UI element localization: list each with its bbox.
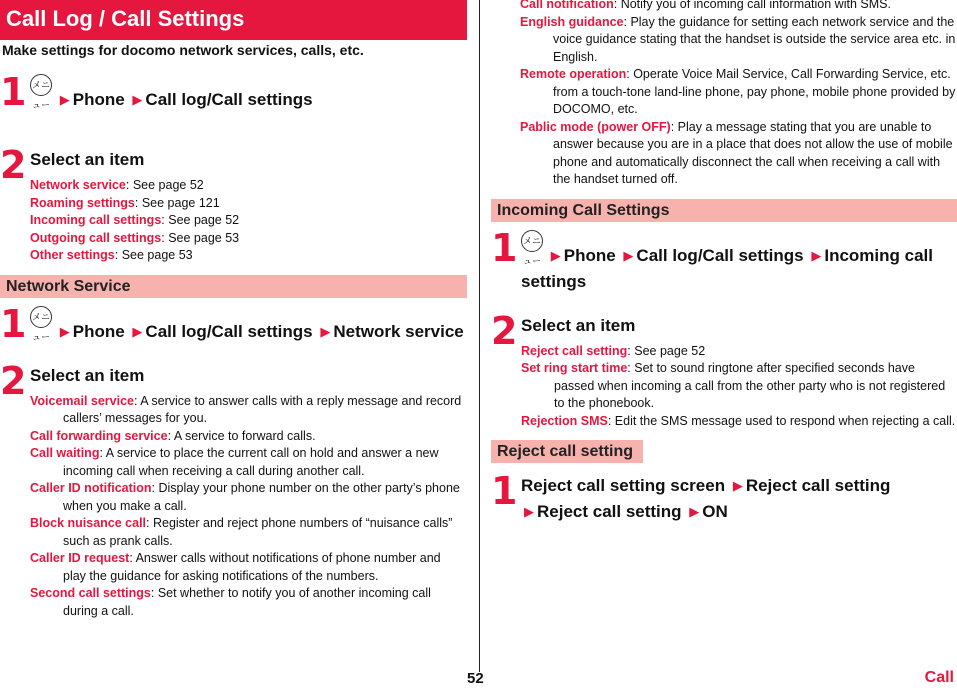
list-item: Incoming call settings: See page 52 — [30, 213, 240, 227]
list-item: Rejection SMS: Edit the SMS message used to respond when rejecting a call. — [521, 413, 956, 428]
section-heading: Incoming Call Settings — [491, 199, 957, 222]
list-item: Voicemail service: A service to answer calls with a reply message and record callers’ messages for you. — [30, 393, 462, 425]
step-2 — [491, 308, 957, 431]
list-item: Reject call setting: See page 52 — [521, 343, 706, 358]
arrow-icon: ▶ — [811, 247, 822, 263]
list-item: Pablic mode (power OFF): Play a message stating that you are unable to answer because you are in a place that does not allow the use of mobile phone and automatically disconnect the call when receiving a call with the handset turned off. — [520, 119, 953, 186]
arrow-icon: ▶ — [524, 504, 534, 519]
list-item: English guidance: Play the guidance for setting each network service and the voice guidance stating that the handset is outside the service area etc. in English. — [520, 14, 956, 64]
page-number: 52 — [467, 670, 484, 687]
arrow-icon: ▶ — [59, 323, 70, 339]
item-list — [521, 343, 957, 431]
step-1 — [491, 469, 957, 525]
arrow-icon: ▶ — [59, 92, 70, 107]
step-number: 1 — [0, 70, 27, 114]
step-text: Select an item — [521, 315, 636, 335]
step-part: Incoming call settings — [521, 245, 933, 291]
arrow-icon: ▶ — [732, 478, 743, 493]
list-item: Set ring start time: Set to sound ringtone after specified seconds have passed when incoming a call from the other party who is not registered to the phonebook. — [521, 361, 946, 410]
arrow-icon: ▶ — [132, 323, 143, 339]
list-item: Other settings: See page 53 — [30, 248, 193, 262]
step-part: Reject call setting screen — [521, 476, 726, 495]
item-list — [30, 393, 467, 621]
step-part: Phone — [563, 245, 616, 265]
step-1 — [0, 70, 467, 114]
step-number: 1 — [0, 301, 27, 346]
right-column — [491, 0, 957, 525]
arrow-icon: ▶ — [320, 323, 331, 339]
step-1 — [0, 301, 467, 346]
item-list — [491, 0, 957, 189]
list-item: Outgoing call settings: See page 53 — [30, 230, 240, 245]
step-part: Phone — [72, 321, 125, 341]
list-item: Remote operation: Operate Voice Mail Service, Call Forwarding Service, etc. from a touch-tone land-line phone, pay phone, mobile phone provided by DOCOMO, etc. — [520, 67, 956, 116]
step-1 — [491, 225, 957, 295]
section-label: Call — [924, 669, 954, 686]
intro-text: Make settings for docomo network services, calls, etc. — [2, 42, 364, 58]
step-part: Call log/Call settings — [636, 245, 804, 265]
menu-key-icon: メニュー — [30, 306, 52, 328]
list-item: Roaming settings: See page 121 — [30, 195, 220, 210]
step-2 — [0, 143, 467, 265]
step-part: Call log/Call settings — [145, 321, 313, 341]
step-part: Reject call setting — [537, 502, 682, 521]
arrow-icon: ▶ — [689, 504, 700, 519]
step-text: Select an item — [30, 150, 145, 169]
list-item: Call waiting: A service to place the current call on hold and answer a new incoming call when receiving a call during another call. — [30, 446, 439, 478]
list-item: Caller ID request: Answer calls without notifications of phone number and play the guidance for asking notifications of the numbers. — [30, 551, 441, 583]
item-list — [30, 177, 467, 265]
list-item: Call forwarding service: A service to forward calls. — [30, 428, 316, 443]
column-divider — [479, 0, 480, 672]
step-number: 2 — [491, 308, 518, 353]
list-item: Call notification: Notify you of incoming call information with SMS. — [520, 0, 891, 11]
step-part: Reject call setting — [745, 476, 891, 495]
step-part: Call log/Call settings — [145, 90, 313, 109]
list-item: Network service: See page 52 — [30, 178, 204, 192]
arrow-icon: ▶ — [132, 92, 143, 107]
page-title: Call Log / Call Settings — [0, 0, 467, 40]
arrow-icon: ▶ — [623, 247, 634, 263]
section-heading: Network Service — [0, 275, 467, 298]
list-item: Caller ID notification: Display your phone number on the other party’s phone when you make a call. — [30, 481, 460, 513]
list-item: Block nuisance call: Register and reject phone numbers of “nuisance calls” such as prank calls. — [30, 516, 453, 548]
menu-key-icon: メニュー — [521, 230, 543, 252]
step-part: ON — [702, 502, 728, 521]
step-text: Select an item — [30, 365, 145, 385]
step-number: 1 — [491, 469, 518, 513]
step-number: 2 — [0, 143, 27, 187]
step-part: Network service — [333, 321, 464, 341]
list-item: Second call settings: Set whether to notify you of another incoming call during a call. — [30, 586, 431, 618]
step-number: 2 — [0, 358, 27, 403]
step-number: 1 — [491, 225, 518, 270]
menu-key-icon: メニュー — [30, 74, 52, 96]
left-column — [0, 0, 467, 620]
subsection-heading: Reject call setting — [491, 440, 643, 463]
step-2 — [0, 358, 467, 621]
step-part: Phone — [72, 90, 125, 109]
arrow-icon: ▶ — [550, 247, 561, 263]
